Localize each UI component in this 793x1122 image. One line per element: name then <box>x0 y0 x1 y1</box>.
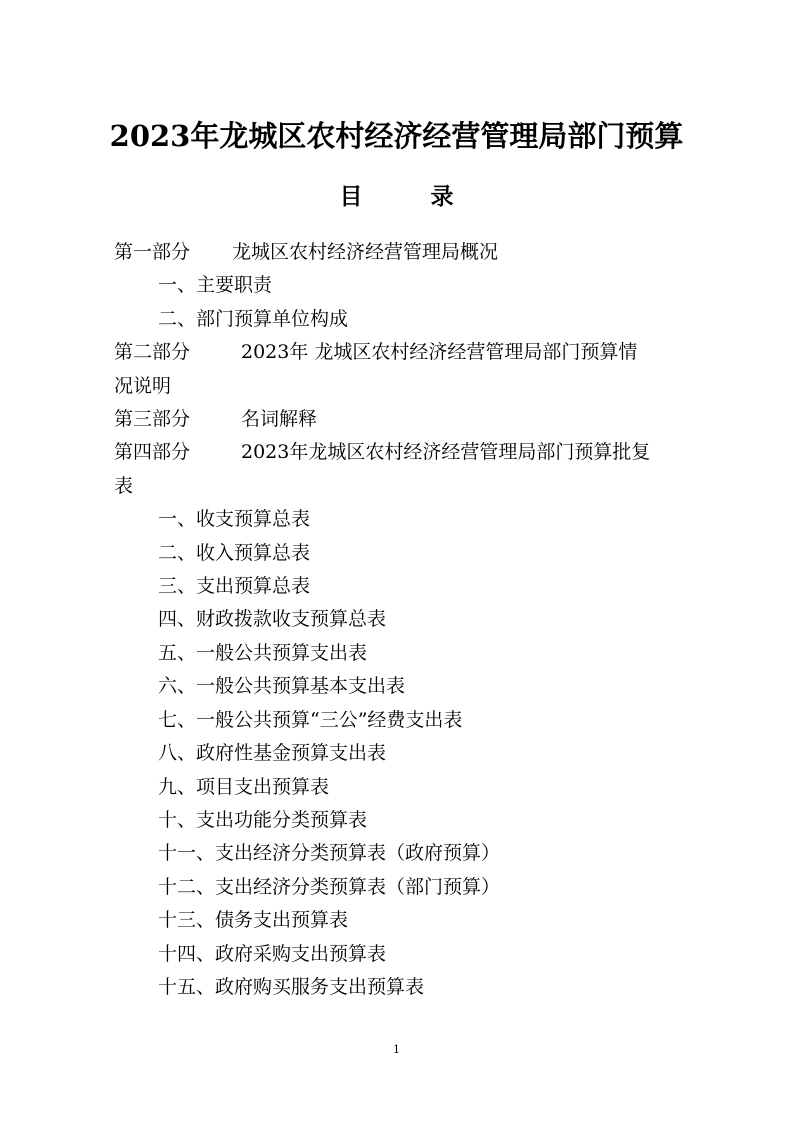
toc-item: 十一、支出经济分类预算表（政府预算） <box>158 842 501 865</box>
toc-item: 三、支出预算总表 <box>158 575 311 598</box>
toc-part-3 <box>114 403 704 436</box>
toc-item: 九、项目支出预算表 <box>158 775 330 798</box>
toc-part-label: 第一部分 <box>114 241 191 263</box>
toc-part-continuation: 表 <box>114 474 134 497</box>
toc-item: 一、收支预算总表 <box>158 508 311 531</box>
toc-part-4 <box>114 436 704 469</box>
toc-part-title: 名词解释 <box>241 408 318 431</box>
toc-item: 一、主要职责 <box>158 274 273 297</box>
toc-part-label: 第四部分 <box>114 441 191 464</box>
document-title: 2023年龙城区农村经济经营管理局部门预算 <box>109 119 684 153</box>
toc-item: 十、支出功能分类预算表 <box>158 808 368 831</box>
toc-part-title: 龙城区农村经济经营管理局概况 <box>232 241 499 263</box>
toc-item: 五、一般公共预算支出表 <box>158 641 368 664</box>
toc-part-2 <box>114 336 704 369</box>
toc-part-label: 第二部分 <box>114 341 191 364</box>
toc-heading <box>0 180 793 214</box>
toc-item: 七、一般公共预算“三公”经费支出表 <box>158 708 463 731</box>
toc-heading-char-1: 目 <box>339 183 363 210</box>
toc-item: 二、收入预算总表 <box>158 541 311 564</box>
toc-heading-char-2: 录 <box>430 183 454 210</box>
toc-part-title: 2023年龙城区农村经济经营管理局部门预算批复 <box>241 441 651 464</box>
toc-part-label: 第三部分 <box>114 408 191 431</box>
toc-item: 十五、政府购买服务支出预算表 <box>158 975 425 998</box>
page-number: 1 <box>393 1043 400 1056</box>
toc-part-1 <box>114 236 704 269</box>
toc-part-continuation: 况说明 <box>114 374 172 397</box>
toc-part-title: 2023年 龙城区农村经济经营管理局部门预算情 <box>241 341 638 364</box>
toc-item: 八、政府性基金预算支出表 <box>158 742 387 765</box>
toc-item: 十四、政府采购支出预算表 <box>158 942 387 965</box>
table-of-contents <box>114 236 704 1004</box>
toc-item: 十三、债务支出预算表 <box>158 909 349 932</box>
toc-item: 六、一般公共预算基本支出表 <box>158 675 406 698</box>
toc-item: 十二、支出经济分类预算表（部门预算） <box>158 875 501 898</box>
toc-item: 二、部门预算单位构成 <box>158 307 349 330</box>
toc-item: 四、财政拨款收支预算总表 <box>158 608 387 631</box>
